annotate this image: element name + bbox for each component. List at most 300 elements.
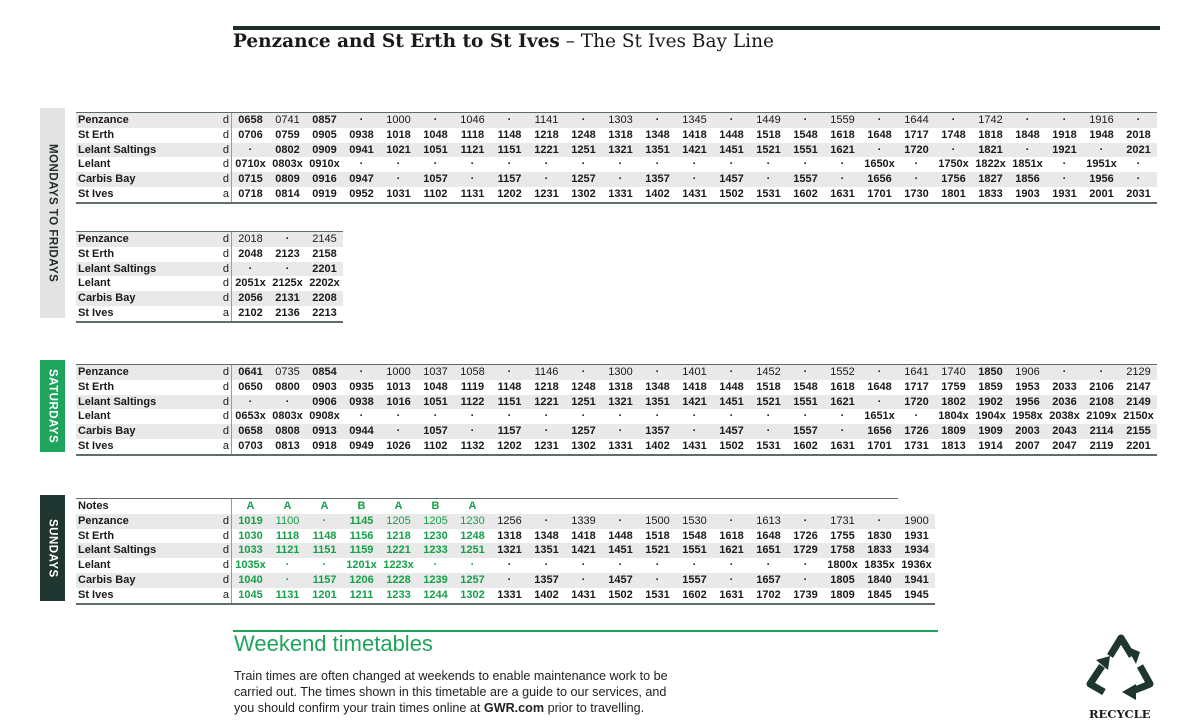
timetable-mondays-to-fridays-1 — [76, 112, 1157, 204]
time-cell: · — [269, 232, 306, 247]
time-cell: · — [433, 158, 438, 171]
time-cell: 1448 — [719, 380, 744, 393]
tab-mf-label: MONDAYS TO FRIDAYS — [46, 143, 59, 283]
arr-dep-marker: a — [220, 187, 232, 203]
time-cell: · — [803, 559, 808, 572]
time-cell: 1602 — [787, 187, 824, 203]
time-cell: · — [639, 365, 676, 380]
time-cell: 1257 — [565, 424, 602, 439]
page-title — [233, 31, 774, 52]
time-cell: 1019 — [232, 514, 270, 529]
time-cell: · — [803, 410, 808, 423]
time-cell: 0710x — [232, 157, 270, 172]
station-name: St Ives — [76, 187, 220, 203]
time-cell: · — [285, 559, 290, 572]
time-cell: 2158 — [312, 247, 337, 260]
time-cell: 0809 — [269, 172, 306, 187]
time-cell: 1145 — [343, 514, 380, 529]
time-cell: · — [639, 113, 676, 128]
time-cell: 1131 — [269, 588, 306, 604]
time-cell: 1421 — [676, 395, 713, 410]
time-cell: 1119 — [460, 380, 485, 393]
time-cell: 1557 — [676, 573, 713, 588]
time-cell: 0653x — [232, 409, 270, 424]
time-cell: 0949 — [343, 439, 380, 455]
recycle-icon — [1080, 626, 1162, 706]
station-name: Carbis Bay — [76, 172, 220, 187]
arr-dep-marker: d — [222, 128, 229, 141]
time-cell: 1357 — [528, 573, 565, 588]
table-row — [76, 128, 1157, 143]
time-cell: 1421 — [565, 543, 602, 558]
time-cell: 0918 — [306, 439, 343, 455]
time-cell: 1302 — [565, 439, 602, 455]
time-cell: 0952 — [343, 187, 380, 203]
time-cell: · — [1120, 172, 1157, 187]
arr-dep-marker: d — [220, 291, 232, 306]
time-cell: 1057 — [417, 424, 454, 439]
time-cell: 1906 — [1009, 365, 1046, 380]
time-cell: 1701 — [861, 187, 898, 203]
table-row — [76, 113, 1157, 128]
time-cell: 1521 — [750, 143, 787, 158]
time-cell: 1418 — [571, 529, 596, 542]
time-cell: 1256 — [491, 514, 528, 529]
table-row — [76, 276, 343, 291]
time-cell: 1904x — [975, 410, 1006, 423]
time-cell: 1804x — [938, 410, 969, 423]
table-row — [76, 558, 935, 573]
time-cell: 0703 — [232, 439, 270, 455]
time-cell: 1631 — [824, 439, 861, 455]
time-cell: 0658 — [232, 424, 270, 439]
time-cell: 1318 — [497, 529, 522, 542]
time-cell: 1931 — [1046, 187, 1083, 203]
time-cell: · — [1120, 113, 1157, 128]
time-cell: 1801 — [935, 187, 972, 203]
time-cell: · — [269, 573, 306, 588]
time-cell: 1046 — [454, 113, 491, 128]
time-cell: 1157 — [306, 573, 343, 588]
arr-dep-marker: d — [220, 143, 232, 158]
time-cell: 1521 — [639, 543, 676, 558]
weekend-title: Weekend timetables — [234, 631, 433, 656]
time-cell: · — [269, 262, 306, 277]
arr-dep-marker: d — [220, 113, 232, 128]
time-cell: · — [359, 410, 364, 423]
time-cell: 1151 — [306, 543, 343, 558]
time-cell: 1518 — [645, 529, 670, 542]
table-row — [76, 588, 935, 604]
time-cell: 1551 — [676, 543, 713, 558]
time-cell: · — [269, 395, 306, 410]
time-cell: 1457 — [713, 172, 750, 187]
tab-sat-label: SATURDAYS — [46, 368, 59, 444]
time-cell: · — [766, 559, 771, 572]
time-cell: 1833 — [972, 187, 1009, 203]
time-cell: · — [766, 158, 771, 171]
table-row — [76, 514, 935, 529]
time-cell: 0913 — [306, 424, 343, 439]
time-cell: · — [639, 573, 676, 588]
note-cell: A — [232, 499, 270, 514]
arr-dep-marker: a — [220, 306, 232, 322]
time-cell: 1159 — [343, 543, 380, 558]
time-cell: 1431 — [565, 588, 602, 604]
time-cell: 1731 — [824, 514, 861, 529]
table-row — [76, 529, 935, 544]
time-cell: 1740 — [935, 365, 972, 380]
timetable-saturdays — [76, 364, 1157, 456]
time-cell: 1729 — [787, 543, 824, 558]
table-row — [76, 247, 343, 262]
time-cell: 1701 — [861, 439, 898, 455]
time-cell: · — [935, 143, 972, 158]
time-cell: 1233 — [417, 543, 454, 558]
time-cell: 2056 — [232, 291, 270, 306]
time-cell: 2155 — [1120, 424, 1157, 439]
time-cell: 2201 — [306, 262, 343, 277]
time-cell: 1548 — [682, 529, 707, 542]
time-cell: · — [544, 559, 549, 572]
time-cell: · — [1046, 365, 1083, 380]
time-cell: · — [491, 573, 528, 588]
time-cell: · — [602, 424, 639, 439]
time-cell: 0641 — [232, 365, 270, 380]
time-cell: · — [232, 262, 270, 277]
time-cell: 1900 — [898, 514, 935, 529]
time-cell: 1300 — [602, 365, 639, 380]
time-cell: 1548 — [793, 128, 818, 141]
time-cell: 1026 — [380, 439, 417, 455]
time-cell: 1656 — [861, 172, 898, 187]
time-cell: 2018 — [232, 232, 270, 247]
note-cell — [491, 499, 528, 514]
time-cell: 0919 — [306, 187, 343, 203]
time-cell: 0935 — [349, 380, 374, 393]
time-cell: 1602 — [787, 439, 824, 455]
time-cell: 1521 — [750, 395, 787, 410]
time-cell: 1644 — [898, 113, 935, 128]
station-name: Carbis Bay — [76, 424, 220, 439]
station-name: Carbis Bay — [76, 291, 220, 306]
station-name: St Ives — [76, 439, 220, 455]
time-cell: 1956 — [1009, 395, 1046, 410]
time-cell: 1331 — [602, 187, 639, 203]
time-cell: · — [1046, 172, 1083, 187]
time-cell: 1013 — [386, 380, 411, 393]
time-cell: · — [359, 158, 364, 171]
top-rule — [233, 26, 1160, 30]
arr-dep-marker: d — [220, 262, 232, 277]
title-main: Penzance and St Erth to St Ives — [233, 31, 560, 52]
time-cell: 0803x — [272, 158, 303, 171]
time-cell: 1318 — [608, 380, 633, 393]
arr-dep-marker: d — [220, 365, 232, 380]
note-cell — [639, 499, 676, 514]
time-cell: 0908x — [309, 410, 340, 423]
time-cell: 2129 — [1120, 365, 1157, 380]
time-cell: 2201 — [1120, 439, 1157, 455]
time-cell: 1131 — [454, 187, 491, 203]
time-cell: 1945 — [898, 588, 935, 604]
time-cell: · — [1083, 143, 1120, 158]
time-cell: 1936x — [901, 559, 932, 572]
note-cell — [713, 499, 750, 514]
time-cell: 1218 — [534, 380, 559, 393]
time-cell: · — [787, 113, 824, 128]
time-cell: 1248 — [571, 128, 596, 141]
station-name: St Ives — [76, 306, 220, 322]
time-cell: 1201 — [306, 588, 343, 604]
time-cell: 1418 — [682, 128, 707, 141]
arr-dep-marker: d — [222, 559, 229, 572]
time-cell: 2036 — [1046, 395, 1083, 410]
note-cell: A — [380, 499, 417, 514]
time-cell: 1351 — [528, 543, 565, 558]
time-cell: 0941 — [343, 143, 380, 158]
time-cell: 1045 — [232, 588, 270, 604]
arr-dep-marker: d — [220, 573, 232, 588]
time-cell: 1755 — [830, 529, 855, 542]
tab-sundays — [40, 495, 65, 601]
time-cell: 1402 — [639, 187, 676, 203]
time-cell: 1856 — [1009, 172, 1046, 187]
time-cell: 2108 — [1083, 395, 1120, 410]
time-cell: 1221 — [528, 395, 565, 410]
time-cell: 1822x — [975, 158, 1006, 171]
time-cell: 1631 — [824, 187, 861, 203]
station-name: Lelant — [78, 158, 111, 171]
time-cell: 1302 — [454, 588, 491, 604]
time-cell: 1557 — [787, 172, 824, 187]
recycle-label: RECYCLE — [1089, 707, 1151, 721]
time-cell: 2106 — [1089, 380, 1114, 393]
time-cell: 0944 — [343, 424, 380, 439]
timetable-mondays-to-fridays-2 — [76, 231, 343, 323]
time-cell: 1902 — [972, 395, 1009, 410]
time-cell: · — [565, 113, 602, 128]
time-cell: 1048 — [423, 380, 448, 393]
time-cell: 1257 — [565, 172, 602, 187]
time-cell: 1233 — [380, 588, 417, 604]
time-cell: 2123 — [275, 247, 300, 260]
time-cell: · — [824, 424, 861, 439]
time-cell: 1800x — [827, 559, 858, 572]
time-cell: 1251 — [565, 395, 602, 410]
time-cell: 1118 — [275, 529, 300, 542]
time-cell: 1951x — [1086, 158, 1117, 171]
time-cell: 1602 — [676, 588, 713, 604]
time-cell: 1321 — [602, 395, 639, 410]
time-cell: · — [676, 424, 713, 439]
time-cell: 1102 — [417, 187, 454, 203]
time-cell: · — [1046, 113, 1083, 128]
time-cell: 1418 — [682, 380, 707, 393]
table-row — [76, 409, 1157, 424]
time-cell: 1717 — [904, 380, 929, 393]
time-cell: · — [528, 514, 565, 529]
time-cell: · — [914, 410, 919, 423]
time-cell: · — [544, 158, 549, 171]
arr-dep-marker: a — [220, 588, 232, 604]
time-cell: 1048 — [423, 128, 448, 141]
time-cell: 2213 — [306, 306, 343, 322]
table-row — [76, 395, 1157, 410]
time-cell: 1759 — [941, 380, 966, 393]
table-row — [76, 172, 1157, 187]
time-cell: 1956 — [1083, 172, 1120, 187]
gwr-link[interactable]: GWR.com — [483, 701, 545, 716]
time-cell: · — [935, 113, 972, 128]
time-cell: 1502 — [713, 187, 750, 203]
note-cell — [750, 499, 787, 514]
time-cell: 2208 — [306, 291, 343, 306]
time-cell: · — [602, 514, 639, 529]
note-cell — [602, 499, 639, 514]
time-cell: 1202 — [491, 439, 528, 455]
time-cell: 1531 — [639, 588, 676, 604]
time-cell: · — [914, 158, 919, 171]
station-name: St Erth — [78, 128, 115, 141]
notes-ad — [220, 499, 232, 514]
time-cell: 1037 — [417, 365, 454, 380]
time-cell: 1146 — [528, 365, 565, 380]
time-cell: · — [528, 424, 565, 439]
time-cell: · — [787, 365, 824, 380]
time-cell: 1449 — [750, 113, 787, 128]
time-cell: · — [581, 559, 586, 572]
time-cell: 2125x — [272, 277, 303, 290]
time-cell: · — [1083, 365, 1120, 380]
station-name: Penzance — [76, 113, 220, 128]
time-cell: 1118 — [460, 128, 485, 141]
time-cell: · — [343, 113, 380, 128]
station-name: Penzance — [76, 232, 220, 247]
time-cell: 1756 — [935, 172, 972, 187]
time-cell: 1618 — [830, 380, 855, 393]
time-cell: · — [380, 172, 417, 187]
notes-row — [76, 499, 935, 514]
time-cell: 1031 — [380, 187, 417, 203]
time-cell: 2149 — [1120, 395, 1157, 410]
time-cell: 1357 — [639, 424, 676, 439]
time-cell: 1102 — [417, 439, 454, 455]
time-cell: · — [417, 113, 454, 128]
time-cell: 0715 — [232, 172, 270, 187]
time-cell: · — [787, 514, 824, 529]
time-cell: · — [232, 143, 270, 158]
time-cell: 1351 — [639, 395, 676, 410]
time-cell: · — [861, 514, 898, 529]
time-cell: 0916 — [306, 172, 343, 187]
time-cell: 1401 — [676, 365, 713, 380]
time-cell: 1451 — [713, 143, 750, 158]
time-cell: 0854 — [306, 365, 343, 380]
time-cell: · — [618, 559, 623, 572]
time-cell: 1230 — [423, 529, 448, 542]
table-row — [76, 306, 343, 322]
time-cell: 1348 — [645, 128, 670, 141]
note-cell — [861, 499, 898, 514]
time-cell: 1651x — [864, 410, 895, 423]
station-name: Lelant — [78, 410, 111, 423]
note-cell — [528, 499, 565, 514]
tab-sun-label: SUNDAYS — [46, 518, 59, 578]
arr-dep-marker: d — [220, 172, 232, 187]
time-cell: · — [380, 424, 417, 439]
time-cell: 1748 — [941, 128, 966, 141]
time-cell: 2021 — [1120, 143, 1157, 158]
time-cell: 1802 — [935, 395, 972, 410]
time-cell: · — [750, 424, 787, 439]
time-cell: 1402 — [528, 588, 565, 604]
station-name: Carbis Bay — [76, 573, 220, 588]
time-cell: · — [729, 158, 734, 171]
time-cell: 1448 — [608, 529, 633, 542]
time-cell: 1934 — [898, 543, 935, 558]
time-cell: 1840 — [861, 573, 898, 588]
time-cell: · — [1136, 158, 1141, 171]
note-cell — [565, 499, 602, 514]
time-cell: 1211 — [343, 588, 380, 604]
time-cell: 1552 — [824, 365, 861, 380]
time-cell: · — [470, 158, 475, 171]
time-cell: · — [491, 113, 528, 128]
time-cell: · — [528, 172, 565, 187]
time-cell: · — [507, 158, 512, 171]
time-cell: 1726 — [898, 424, 935, 439]
weekend-line-3-post: prior to travelling. — [544, 701, 645, 716]
time-cell: · — [676, 172, 713, 187]
time-cell: 1809 — [935, 424, 972, 439]
time-cell: · — [454, 172, 491, 187]
time-cell: 1339 — [565, 514, 602, 529]
time-cell: · — [766, 410, 771, 423]
time-cell: 1941 — [898, 573, 935, 588]
time-cell: 2202x — [309, 277, 340, 290]
time-cell: 1148 — [497, 128, 522, 141]
arr-dep-marker: a — [220, 439, 232, 455]
time-cell: 1551 — [787, 395, 824, 410]
time-cell: 1132 — [454, 439, 491, 455]
time-cell: 1830 — [867, 529, 892, 542]
time-cell: 1835x — [864, 559, 895, 572]
time-cell: 1021 — [380, 143, 417, 158]
time-cell: · — [544, 410, 549, 423]
time-cell: 2033 — [1052, 380, 1077, 393]
time-cell: · — [713, 573, 750, 588]
time-cell: 1205 — [417, 514, 454, 529]
time-cell: 2102 — [232, 306, 270, 322]
time-cell: 1251 — [454, 543, 491, 558]
timetable-sundays — [76, 498, 935, 605]
time-cell: 1903 — [1009, 187, 1046, 203]
arr-dep-marker: d — [222, 158, 229, 171]
time-cell: · — [454, 424, 491, 439]
time-cell: 0803x — [272, 410, 303, 423]
time-cell: 1621 — [824, 143, 861, 158]
time-cell: · — [565, 365, 602, 380]
time-cell: 1921 — [1046, 143, 1083, 158]
time-cell: 1239 — [417, 573, 454, 588]
time-cell: 1221 — [528, 143, 565, 158]
time-cell: 1251 — [565, 143, 602, 158]
time-cell: 2131 — [269, 291, 306, 306]
time-cell: 1151 — [491, 143, 528, 158]
arr-dep-marker: d — [220, 514, 232, 529]
note-cell: B — [417, 499, 454, 514]
